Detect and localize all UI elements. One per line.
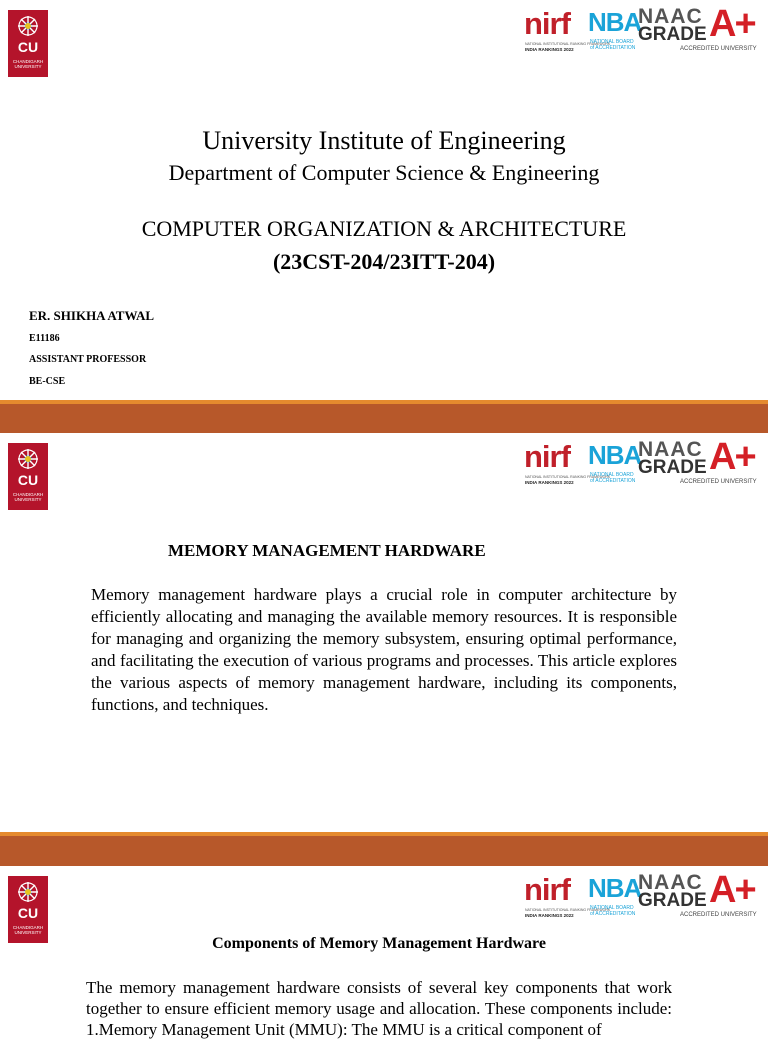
accreditation-logos <box>524 869 764 924</box>
nba-caption-line2: of ACCREDITATION <box>590 477 636 484</box>
nirf-tagline: NATIONAL INSTITUTIONAL RANKING FRAMEWORK <box>525 42 611 46</box>
nirf-tagline: NATIONAL INSTITUTIONAL RANKING FRAMEWORK <box>525 908 611 912</box>
naac-line2: GRADE <box>638 24 707 45</box>
nirf-logo-text: nirf <box>524 6 570 41</box>
cu-logo-text: CU <box>17 39 39 55</box>
naac-logo <box>638 869 764 924</box>
nirf-logo-text: nirf <box>524 439 570 474</box>
department-title: Department of Computer Science & Engineering <box>168 160 600 185</box>
naac-logo <box>638 436 764 491</box>
naac-grade: A+ <box>709 436 755 478</box>
slide-divider-line <box>0 400 768 404</box>
nba-logo-text: NBA <box>588 7 642 37</box>
slide-heading: MEMORY MANAGEMENT HARDWARE <box>168 541 486 560</box>
nirf-caption: INDIA RANKINGS 2022 <box>525 480 574 485</box>
nba-caption-line1: NATIONAL BOARD <box>590 39 634 45</box>
slide-divider-band <box>0 400 768 433</box>
cu-logo-text: CU <box>17 472 39 488</box>
slide-paragraph: The memory management hardware consists of several key components that work together to ensure efficient memory usage and allocation. These components include: 1.Memory Management Unit (MMU): The MMU is a critical component of <box>86 978 672 1039</box>
nirf-logo <box>524 6 611 58</box>
slide-memory-management <box>0 433 768 832</box>
cu-logo-subtext: CHANDIGARH UNIVERSITY <box>12 925 44 935</box>
naac-grade: A+ <box>709 3 755 45</box>
nirf-tagline: NATIONAL INSTITUTIONAL RANKING FRAMEWORK <box>525 475 611 479</box>
cu-logo-subtext: CHANDIGARH UNIVERSITY <box>12 59 44 69</box>
slide-components <box>0 866 768 1039</box>
naac-line2: GRADE <box>638 890 707 911</box>
slide-heading: Components of Memory Management Hardware <box>212 935 546 952</box>
course-title: COMPUTER ORGANIZATION & ARCHITECTURE <box>141 216 627 241</box>
naac-logo <box>638 3 764 58</box>
naac-caption: ACCREDITED UNIVERSITY <box>680 46 757 52</box>
accreditation-logos <box>524 3 764 58</box>
naac-line2: GRADE <box>638 457 707 478</box>
nba-logo-text: NBA <box>588 440 642 470</box>
slide-paragraph: Memory management hardware plays a crucial role in computer architecture by efficiently allocating and managing the available memory resources. It is responsible for managing and organizing the memory subsystem, ensuring optimal performance, and facilitating the execution of various programs and processes. This article explores the various aspects of memory management hardware, including its components, functions, and techniques. <box>91 585 677 714</box>
accreditation-logos <box>524 436 764 491</box>
institute-title: University Institute of Engineering <box>202 126 566 155</box>
cu-logo-subtext: CHANDIGARH UNIVERSITY <box>12 492 44 502</box>
naac-grade: A+ <box>709 869 755 911</box>
slide-divider-band <box>0 832 768 866</box>
cu-logo-text: CU <box>17 905 39 921</box>
nba-caption-line2: of ACCREDITATION <box>590 44 636 51</box>
nba-caption-line2: of ACCREDITATION <box>590 910 636 917</box>
cu-logo <box>8 10 48 77</box>
nirf-logo <box>524 439 611 491</box>
nirf-logo <box>524 872 611 924</box>
nba-caption <box>590 473 635 484</box>
cu-logo <box>8 876 48 943</box>
nba-logo <box>588 7 642 58</box>
nba-logo <box>588 873 642 924</box>
cu-emblem-icon <box>17 881 39 903</box>
cu-emblem-icon <box>17 448 39 470</box>
faculty-department: BE-CSE <box>29 376 66 387</box>
naac-line1: NAAC <box>638 438 703 461</box>
nba-logo-text: NBA <box>588 873 642 903</box>
slide-divider-line <box>0 832 768 836</box>
nirf-caption: INDIA RANKINGS 2022 <box>525 47 574 52</box>
nba-logo <box>588 440 642 491</box>
naac-line1: NAAC <box>638 5 703 28</box>
cu-emblem-icon <box>17 15 39 37</box>
nba-caption-line1: NATIONAL BOARD <box>590 472 634 478</box>
faculty-designation: ASSISTANT PROFESSOR <box>29 354 147 365</box>
nirf-caption: INDIA RANKINGS 2022 <box>525 913 574 918</box>
nba-caption <box>590 40 635 51</box>
course-code: (23CST-204/23ITT-204) <box>272 249 496 274</box>
faculty-name: ER. SHIKHA ATWAL <box>29 308 155 323</box>
faculty-id: E11186 <box>29 333 60 344</box>
naac-caption: ACCREDITED UNIVERSITY <box>680 912 757 918</box>
nirf-logo-text: nirf <box>524 872 570 907</box>
cu-logo <box>8 443 48 510</box>
naac-line1: NAAC <box>638 871 703 894</box>
nba-caption <box>590 906 635 917</box>
naac-caption: ACCREDITED UNIVERSITY <box>680 479 757 485</box>
nba-caption-line1: NATIONAL BOARD <box>590 905 634 911</box>
slide-title <box>0 0 768 400</box>
